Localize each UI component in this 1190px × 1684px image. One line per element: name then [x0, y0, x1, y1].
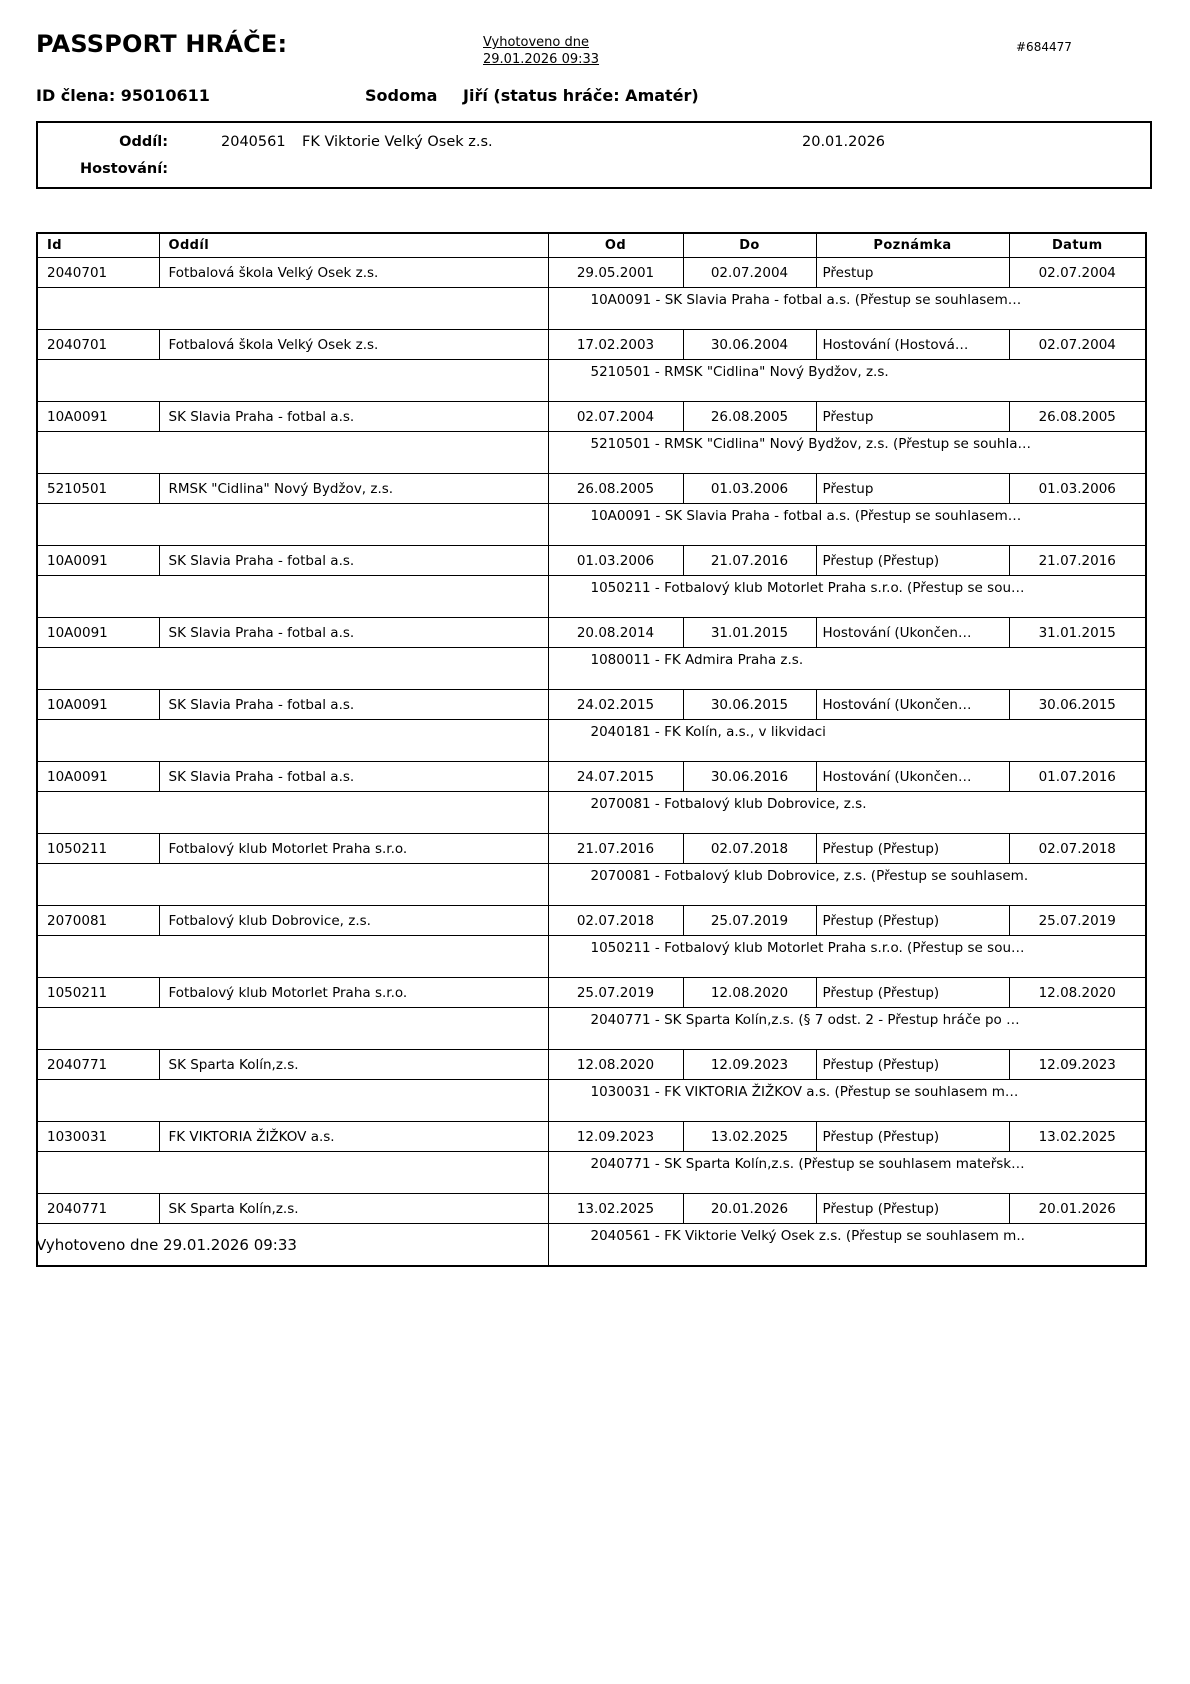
footer-issued-line: Vyhotoveno dne 29.01.2026 09:33	[36, 1236, 297, 1254]
table-note-row	[37, 576, 1146, 618]
document-number: #684477	[1016, 40, 1072, 54]
cell-club: SK Slavia Praha - fotbal a.s.	[159, 546, 548, 576]
note-detail-cell: 2070081 - Fotbalový klub Dobrovice, z.s. (Přestup se souhlasem.	[548, 864, 1146, 906]
table-note-row	[37, 1080, 1146, 1122]
cell-id: 1050211	[37, 978, 159, 1008]
note-detail-cell: 1080011 - FK Admira Praha z.s.	[548, 648, 1146, 690]
cell-datum: 01.07.2016	[1009, 762, 1146, 792]
issued-date-label: Vyhotoveno dne	[483, 35, 589, 50]
cell-club: SK Slavia Praha - fotbal a.s.	[159, 762, 548, 792]
note-empty-cell	[37, 360, 548, 402]
cell-id: 2070081	[37, 906, 159, 936]
table-row	[37, 330, 1146, 360]
cell-od: 25.07.2019	[548, 978, 683, 1008]
cell-do: 13.02.2025	[683, 1122, 816, 1152]
table-note-row	[37, 720, 1146, 762]
note-detail-cell: 5210501 - RMSK "Cidlina" Nový Bydžov, z.s. (Přestup se souhla…	[548, 432, 1146, 474]
current-club-box	[36, 121, 1152, 189]
table-row	[37, 762, 1146, 792]
oddil-label: Oddíl:	[119, 134, 168, 150]
cell-od: 29.05.2001	[548, 258, 683, 288]
cell-do: 01.03.2006	[683, 474, 816, 504]
table-note-row	[37, 504, 1146, 546]
page-title: PASSPORT HRÁČE:	[36, 30, 288, 58]
table-note-row	[37, 864, 1146, 906]
table-row	[37, 402, 1146, 432]
cell-datum: 21.07.2016	[1009, 546, 1146, 576]
cell-od: 24.02.2015	[548, 690, 683, 720]
table-row	[37, 978, 1146, 1008]
cell-datum: 12.09.2023	[1009, 1050, 1146, 1080]
column-header-poznamka: Poznámka	[816, 233, 1009, 258]
note-empty-cell	[37, 936, 548, 978]
table-row	[37, 834, 1146, 864]
cell-od: 21.07.2016	[548, 834, 683, 864]
transfer-history-table	[36, 232, 1147, 1267]
cell-poznamka: Přestup (Přestup)	[816, 1050, 1009, 1080]
cell-club: SK Slavia Praha - fotbal a.s.	[159, 690, 548, 720]
note-empty-cell	[37, 432, 548, 474]
note-detail-cell: 5210501 - RMSK "Cidlina" Nový Bydžov, z.s.	[548, 360, 1146, 402]
cell-id: 10A0091	[37, 618, 159, 648]
note-detail-cell: 1050211 - Fotbalový klub Motorlet Praha s.r.o. (Přestup se sou…	[548, 576, 1146, 618]
cell-id: 10A0091	[37, 762, 159, 792]
cell-poznamka: Přestup (Přestup)	[816, 1122, 1009, 1152]
cell-do: 21.07.2016	[683, 546, 816, 576]
cell-id: 2040701	[37, 330, 159, 360]
table-note-row	[37, 288, 1146, 330]
cell-poznamka: Přestup (Přestup)	[816, 1194, 1009, 1224]
table-note-row	[37, 432, 1146, 474]
note-detail-cell: 2040561 - FK Viktorie Velký Osek z.s. (Přestup se souhlasem m..	[548, 1224, 1146, 1267]
note-empty-cell	[37, 576, 548, 618]
cell-id: 1050211	[37, 834, 159, 864]
cell-od: 02.07.2004	[548, 402, 683, 432]
cell-club: FK VIKTORIA ŽIŽKOV a.s.	[159, 1122, 548, 1152]
table-note-row	[37, 1152, 1146, 1194]
member-id: ID člena: 95010611	[36, 86, 210, 105]
table-note-row	[37, 792, 1146, 834]
note-empty-cell	[37, 504, 548, 546]
note-empty-cell	[37, 864, 548, 906]
note-detail-cell: 2040771 - SK Sparta Kolín,z.s. (§ 7 odst. 2 - Přestup hráče po …	[548, 1008, 1146, 1050]
note-detail-cell: 1030031 - FK VIKTORIA ŽIŽKOV a.s. (Přestup se souhlasem m…	[548, 1080, 1146, 1122]
table-row	[37, 546, 1146, 576]
cell-od: 24.07.2015	[548, 762, 683, 792]
cell-datum: 01.03.2006	[1009, 474, 1146, 504]
note-detail-cell: 2040181 - FK Kolín, a.s., v likvidaci	[548, 720, 1146, 762]
cell-club: Fotbalová škola Velký Osek z.s.	[159, 258, 548, 288]
cell-datum: 30.06.2015	[1009, 690, 1146, 720]
cell-club: Fotbalový klub Motorlet Praha s.r.o.	[159, 978, 548, 1008]
table-note-row	[37, 936, 1146, 978]
cell-od: 13.02.2025	[548, 1194, 683, 1224]
table-note-row	[37, 1008, 1146, 1050]
cell-club: SK Sparta Kolín,z.s.	[159, 1050, 548, 1080]
table-row	[37, 1050, 1146, 1080]
table-row	[37, 258, 1146, 288]
cell-poznamka: Přestup	[816, 402, 1009, 432]
column-header-do: Do	[683, 233, 816, 258]
cell-do: 12.08.2020	[683, 978, 816, 1008]
cell-datum: 12.08.2020	[1009, 978, 1146, 1008]
cell-club: SK Sparta Kolín,z.s.	[159, 1194, 548, 1224]
cell-datum: 02.07.2004	[1009, 258, 1146, 288]
cell-poznamka: Hostování (Ukončen…	[816, 690, 1009, 720]
cell-club: Fotbalový klub Motorlet Praha s.r.o.	[159, 834, 548, 864]
cell-id: 2040771	[37, 1194, 159, 1224]
cell-datum: 25.07.2019	[1009, 906, 1146, 936]
note-detail-cell: 10A0091 - SK Slavia Praha - fotbal a.s. (Přestup se souhlasem…	[548, 288, 1146, 330]
cell-od: 02.07.2018	[548, 906, 683, 936]
note-detail-cell: 2070081 - Fotbalový klub Dobrovice, z.s.	[548, 792, 1146, 834]
current-club-date: 20.01.2026	[802, 134, 886, 150]
cell-poznamka: Přestup (Přestup)	[816, 546, 1009, 576]
cell-poznamka: Přestup	[816, 474, 1009, 504]
current-club-name: FK Viktorie Velký Osek z.s.	[302, 134, 493, 150]
note-empty-cell	[37, 648, 548, 690]
column-header-oddil: Oddíl	[159, 233, 548, 258]
cell-club: SK Slavia Praha - fotbal a.s.	[159, 402, 548, 432]
note-empty-cell	[37, 288, 548, 330]
table-note-row	[37, 648, 1146, 690]
passport-table-body	[37, 258, 1146, 1267]
cell-club: SK Slavia Praha - fotbal a.s.	[159, 618, 548, 648]
cell-poznamka: Hostování (Ukončen…	[816, 762, 1009, 792]
cell-poznamka: Přestup (Přestup)	[816, 978, 1009, 1008]
hostovani-label: Hostování:	[80, 161, 168, 177]
cell-do: 02.07.2018	[683, 834, 816, 864]
cell-id: 10A0091	[37, 402, 159, 432]
cell-od: 12.09.2023	[548, 1122, 683, 1152]
column-header-datum: Datum	[1009, 233, 1146, 258]
table-note-row	[37, 360, 1146, 402]
cell-club: Fotbalový klub Dobrovice, z.s.	[159, 906, 548, 936]
note-empty-cell	[37, 1008, 548, 1050]
cell-od: 17.02.2003	[548, 330, 683, 360]
column-header-od: Od	[548, 233, 683, 258]
cell-datum: 26.08.2005	[1009, 402, 1146, 432]
player-name-status: Jiří (status hráče: Amatér)	[463, 86, 699, 105]
note-empty-cell	[37, 720, 548, 762]
cell-do: 30.06.2015	[683, 690, 816, 720]
cell-poznamka: Přestup	[816, 258, 1009, 288]
note-empty-cell	[37, 1152, 548, 1194]
cell-do: 02.07.2004	[683, 258, 816, 288]
cell-id: 10A0091	[37, 546, 159, 576]
cell-od: 01.03.2006	[548, 546, 683, 576]
cell-do: 30.06.2004	[683, 330, 816, 360]
cell-poznamka: Přestup (Přestup)	[816, 906, 1009, 936]
table-header-row	[37, 233, 1146, 258]
cell-od: 26.08.2005	[548, 474, 683, 504]
table-row	[37, 1194, 1146, 1224]
cell-poznamka: Přestup (Přestup)	[816, 834, 1009, 864]
cell-id: 2040701	[37, 258, 159, 288]
cell-od: 12.08.2020	[548, 1050, 683, 1080]
cell-poznamka: Hostování (Hostová…	[816, 330, 1009, 360]
cell-datum: 13.02.2025	[1009, 1122, 1146, 1152]
cell-club: RMSK "Cidlina" Nový Bydžov, z.s.	[159, 474, 548, 504]
table-row	[37, 474, 1146, 504]
cell-do: 25.07.2019	[683, 906, 816, 936]
column-header-id: Id	[37, 233, 159, 258]
cell-id: 10A0091	[37, 690, 159, 720]
player-surname: Sodoma	[365, 86, 438, 105]
note-detail-cell: 1050211 - Fotbalový klub Motorlet Praha s.r.o. (Přestup se sou…	[548, 936, 1146, 978]
cell-datum: 02.07.2018	[1009, 834, 1146, 864]
cell-id: 5210501	[37, 474, 159, 504]
cell-do: 20.01.2026	[683, 1194, 816, 1224]
table-row	[37, 1122, 1146, 1152]
cell-datum: 02.07.2004	[1009, 330, 1146, 360]
current-club-id: 2040561	[221, 134, 286, 150]
table-row	[37, 906, 1146, 936]
cell-do: 31.01.2015	[683, 618, 816, 648]
issued-date-value: 29.01.2026 09:33	[483, 52, 600, 67]
cell-id: 2040771	[37, 1050, 159, 1080]
note-detail-cell: 2040771 - SK Sparta Kolín,z.s. (Přestup se souhlasem mateřsk…	[548, 1152, 1146, 1194]
table-row	[37, 690, 1146, 720]
issued-date-block	[483, 34, 599, 68]
cell-do: 30.06.2016	[683, 762, 816, 792]
cell-club: Fotbalová škola Velký Osek z.s.	[159, 330, 548, 360]
cell-datum: 20.01.2026	[1009, 1194, 1146, 1224]
note-empty-cell	[37, 1080, 548, 1122]
note-empty-cell	[37, 792, 548, 834]
note-detail-cell: 10A0091 - SK Slavia Praha - fotbal a.s. (Přestup se souhlasem…	[548, 504, 1146, 546]
cell-poznamka: Hostování (Ukončen…	[816, 618, 1009, 648]
cell-id: 1030031	[37, 1122, 159, 1152]
cell-od: 20.08.2014	[548, 618, 683, 648]
table-row	[37, 618, 1146, 648]
cell-datum: 31.01.2015	[1009, 618, 1146, 648]
cell-do: 26.08.2005	[683, 402, 816, 432]
cell-do: 12.09.2023	[683, 1050, 816, 1080]
